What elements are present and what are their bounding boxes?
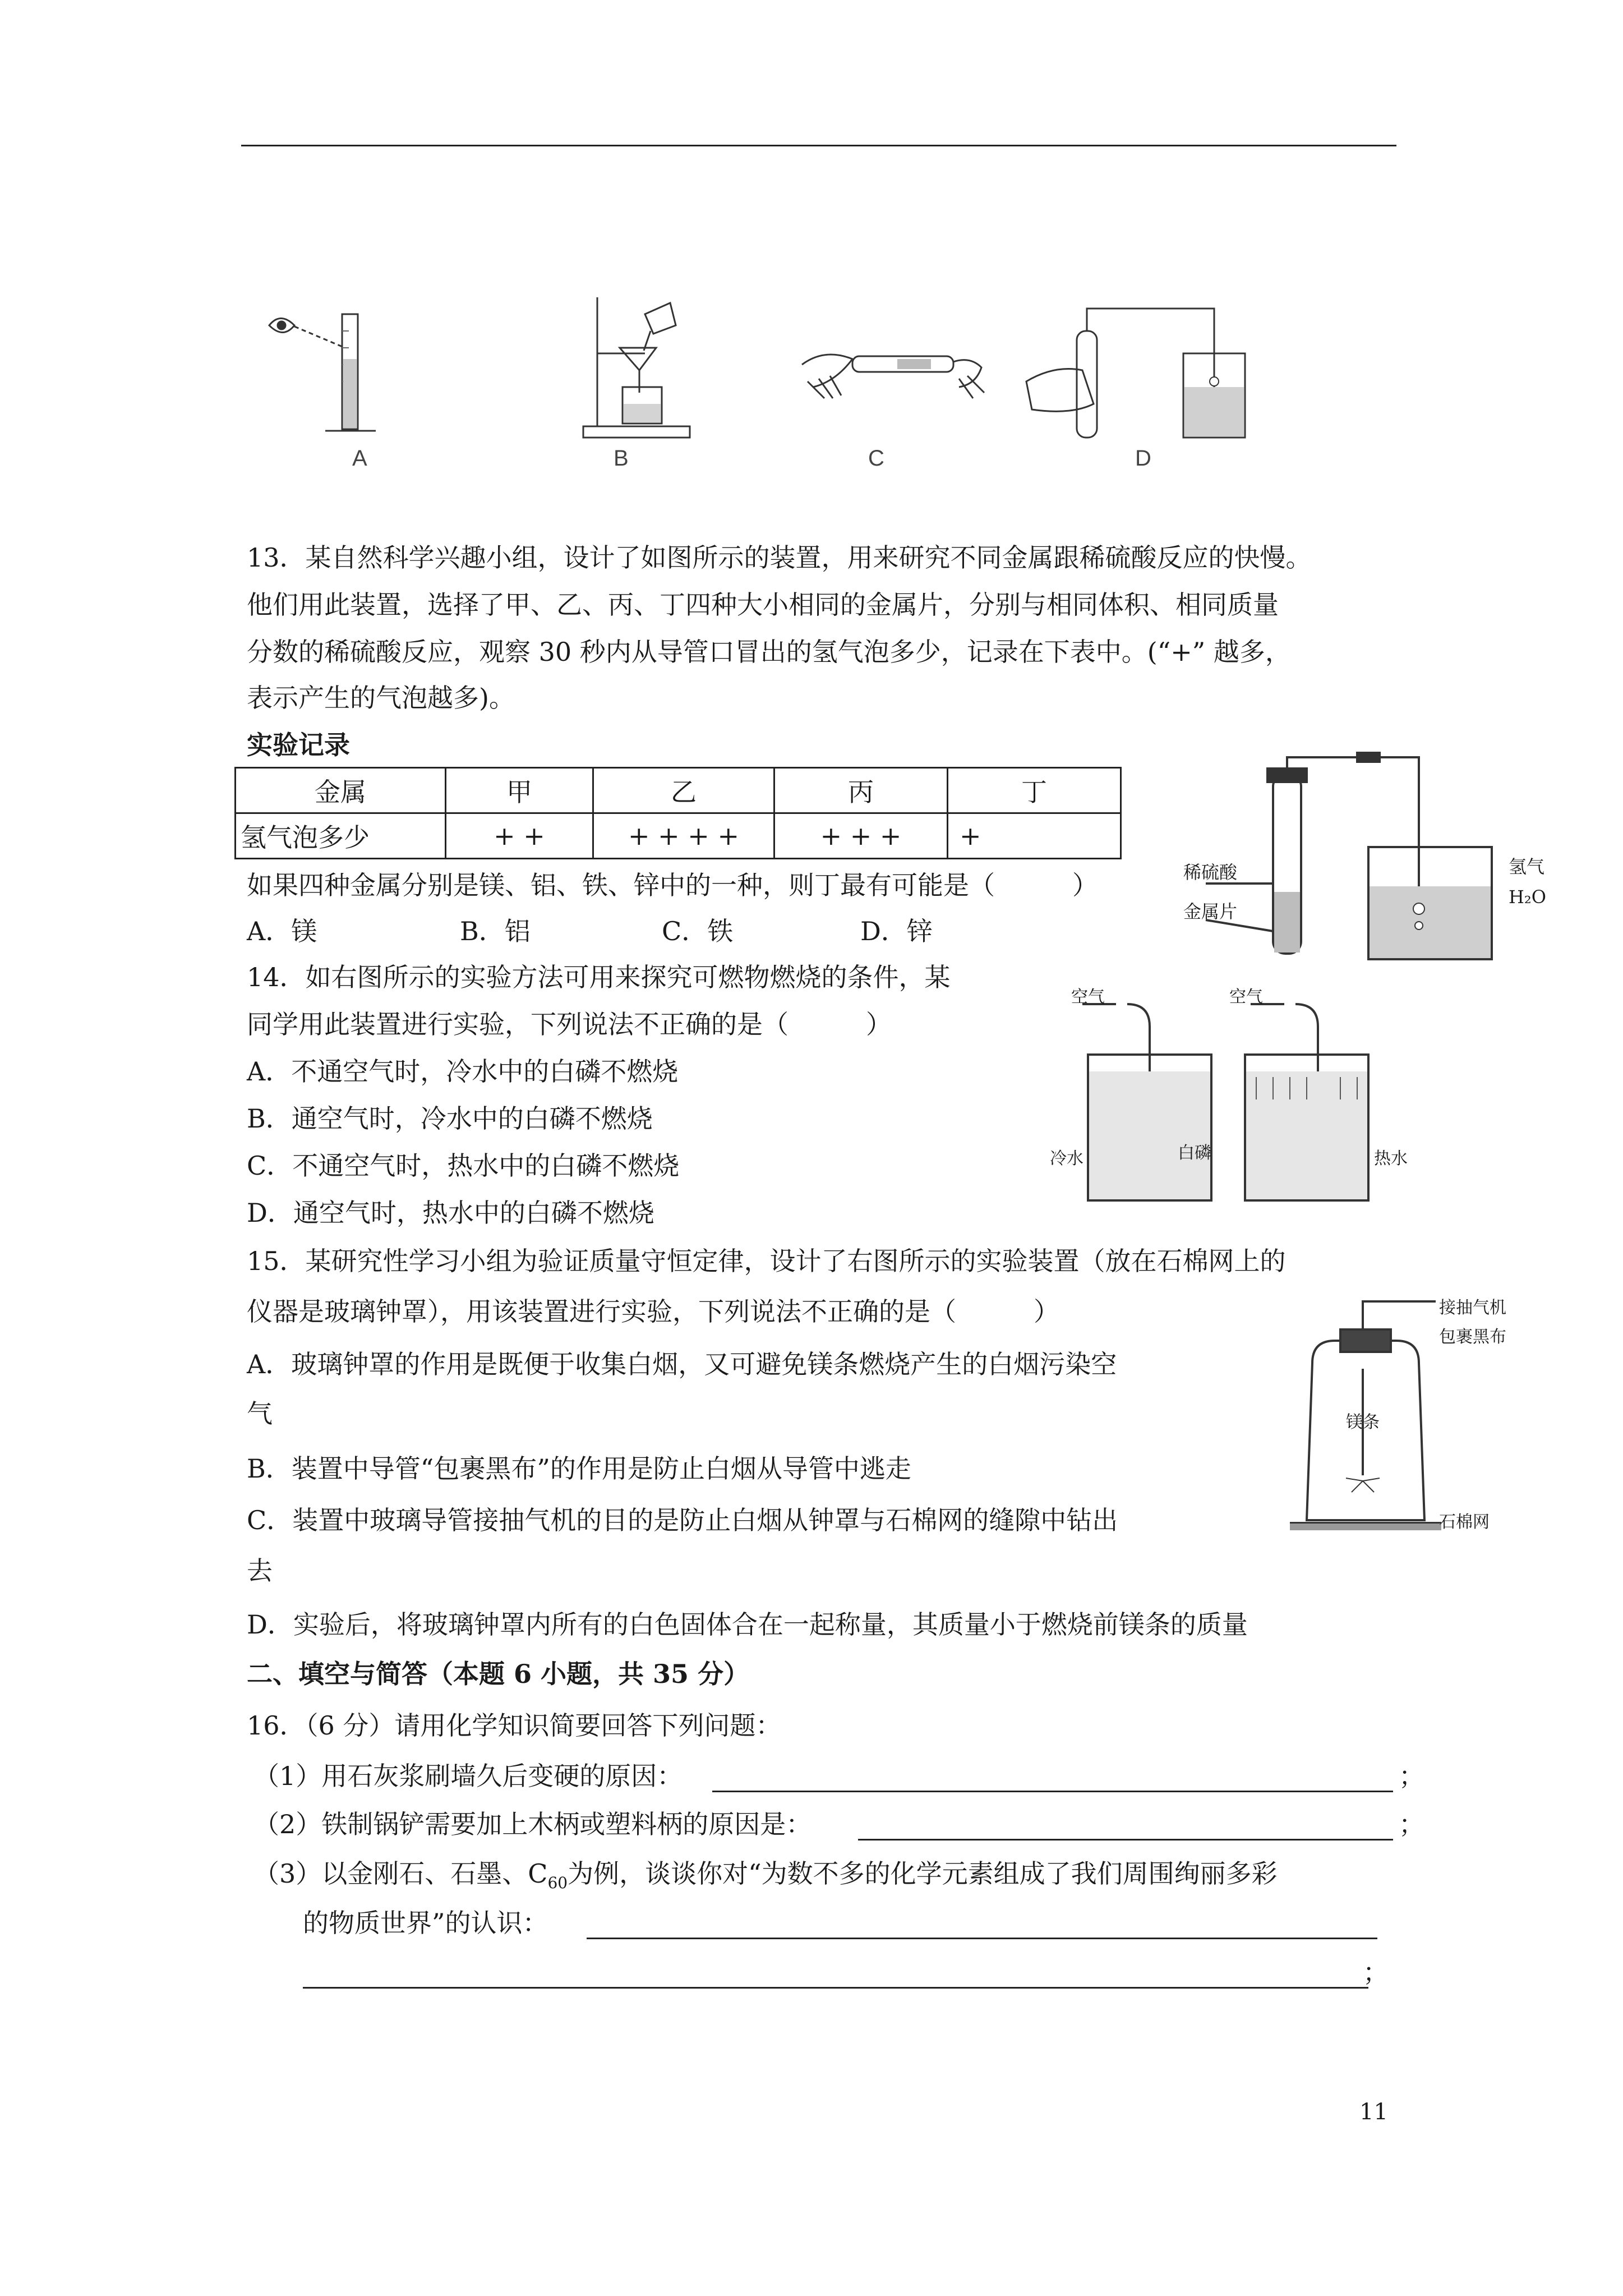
q13-option-d: D．锌 xyxy=(860,916,933,946)
q16-part-3-line-1 xyxy=(253,1857,1278,1900)
q14-option-b: B．通空气时，冷水中的白磷不燃烧 xyxy=(247,1103,653,1134)
table-cell: + + xyxy=(446,813,593,859)
q15-line-1: 15．某研究性学习小组为验证质量守恒定律，设计了右图所示的实验装置（放在石棉网上的 xyxy=(247,1246,1286,1276)
table-cell: 丙 xyxy=(774,768,948,813)
header-rule xyxy=(241,145,1396,146)
q14-line-2: 同学用此装置进行实验，下列说法不正确的是（ ） xyxy=(247,1009,892,1039)
q13-line-3: 分数的稀硫酸反应，观察 30 秒内从导管口冒出的氢气泡多少，记录在下表中。(“+” 越多， xyxy=(247,637,1291,667)
q14-label-hot-water: 热水 xyxy=(1374,1149,1408,1168)
figure-label-a: A xyxy=(352,446,367,471)
q16-answer-blank-1[interactable] xyxy=(712,1791,1393,1792)
q15-option-a-line-2: 气 xyxy=(247,1398,273,1429)
q14-label-white-phosphorus: 白磷 xyxy=(1178,1143,1211,1163)
page-number: 11 xyxy=(1359,2099,1388,2125)
q14-option-c: C．不通空气时，热水中的白磷不燃烧 xyxy=(247,1151,680,1181)
q16-part-1: （1）用石灰浆刷墙久后变硬的原因： xyxy=(253,1761,683,1791)
q14-option-d: D．通空气时，热水中的白磷不燃烧 xyxy=(247,1198,654,1228)
q13-question: 如果四种金属分别是镁、铝、铁、锌中的一种，则丁最有可能是（ ） xyxy=(247,870,1098,900)
q16-semicolon-3: ； xyxy=(1363,1957,1389,1987)
q16-part-3-text-b: 为例，谈谈你对“为数不多的化学元素组成了我们周围绚丽多彩 xyxy=(568,1858,1278,1889)
q16-semicolon-2: ； xyxy=(1399,1809,1424,1839)
q16-answer-blank-2[interactable] xyxy=(858,1839,1393,1841)
q13-line-2: 他们用此装置，选择了甲、乙、丙、丁四种大小相同的金属片，分别与相同体积、相同质量 xyxy=(247,590,1279,620)
q14-line-1: 14．如右图所示的实验方法可用来探究可燃物燃烧的条件，某 xyxy=(247,962,951,992)
section-2-title: 二、填空与简答（本题 6 小题，共 35 分） xyxy=(247,1659,750,1689)
q16-part-3-line-2: 的物质世界”的认识： xyxy=(303,1908,548,1938)
q13-label-water: H₂O xyxy=(1509,886,1546,908)
table-cell: 丁 xyxy=(948,768,1121,813)
figure-label-b: B xyxy=(614,446,629,471)
q15-label-black-cloth: 包裹黑布 xyxy=(1439,1327,1506,1347)
figure-label-c: C xyxy=(868,446,884,471)
table-cell: 甲 xyxy=(446,768,593,813)
q15-option-d: D．实验后，将玻璃钟罩内所有的白色固体合在一起称量，其质量小于燃烧前镁条的质量 xyxy=(247,1609,1248,1640)
q13-label-acid: 稀硫酸 xyxy=(1183,862,1238,883)
table-cell: + + + xyxy=(774,813,948,859)
q16-part-2: （2）铁制锅铲需要加上木柄或塑料柄的原因是： xyxy=(253,1809,812,1839)
q13-label-metal: 金属片 xyxy=(1183,901,1238,922)
q13-record-title: 实验记录 xyxy=(247,730,350,760)
figure-b-filtration xyxy=(578,292,701,443)
q14-option-a: A．不通空气时，冷水中的白磷不燃烧 xyxy=(247,1056,679,1087)
q16-part-3-subscript: 60 xyxy=(547,1874,568,1893)
table-header-row xyxy=(236,768,1121,813)
q13-record-table xyxy=(234,767,1122,859)
q16-answer-blank-3b[interactable] xyxy=(303,1987,1368,1989)
table-cell: 乙 xyxy=(593,768,774,813)
q16-stem: 16．（6 分）请用化学知识简要回答下列问题： xyxy=(247,1710,782,1741)
table-cell: 氢气泡多少 xyxy=(236,813,446,859)
figure-a-graduated-cylinder xyxy=(247,303,404,449)
q15-option-c-line-1: C．装置中玻璃导管接抽气机的目的是防止白烟从钟罩与石棉网的缝隙中钻出 xyxy=(247,1505,1118,1535)
q16-semicolon-1: ； xyxy=(1399,1761,1424,1791)
q15-line-2: 仪器是玻璃钟罩），用该装置进行实验，下列说法不正确的是（ ） xyxy=(247,1296,1059,1327)
figure-d-airtightness-check xyxy=(1021,297,1256,443)
table-cell: + xyxy=(948,813,1121,859)
q16-part-3-text-a: （3）以金刚石、石墨、C xyxy=(253,1858,548,1889)
q15-label-pump: 接抽气机 xyxy=(1439,1298,1506,1318)
table-row xyxy=(236,813,1121,859)
q13-apparatus-figure xyxy=(1189,763,1537,987)
q14-label-cold-water: 冷水 xyxy=(1050,1149,1083,1168)
q15-option-c-line-2: 去 xyxy=(247,1556,273,1586)
table-cell: 金属 xyxy=(236,768,446,813)
q14-label-air-left: 空气 xyxy=(1071,987,1105,1007)
q13-option-b: B．铝 xyxy=(460,916,531,946)
q15-label-asbestos-net: 石棉网 xyxy=(1439,1512,1490,1532)
q15-option-a-line-1: A．玻璃钟罩的作用是既便于收集白烟，又可避免镁条燃烧产生的白烟污染空 xyxy=(247,1349,1117,1379)
figure-label-d: D xyxy=(1135,446,1151,471)
q16-answer-blank-3a[interactable] xyxy=(587,1938,1377,1939)
q14-apparatus-figure xyxy=(1066,987,1391,1245)
q14-label-air-right: 空气 xyxy=(1229,987,1263,1007)
q15-option-b: B．装置中导管“包裹黑布”的作用是防止白烟从导管中逃走 xyxy=(247,1453,911,1484)
q13-option-c: C．铁 xyxy=(662,916,734,946)
q13-option-a: A．镁 xyxy=(247,916,317,946)
q13-line-4: 表示产生的气泡越多)。 xyxy=(247,683,515,713)
figure-c-test-tube-holding xyxy=(791,331,993,415)
q15-label-magnesium: 镁条 xyxy=(1346,1412,1380,1432)
q13-label-hydrogen: 氢气 xyxy=(1509,856,1545,877)
q13-line-1: 13．某自然科学兴趣小组，设计了如图所示的装置，用来研究不同金属跟稀硫酸反应的快慢。 xyxy=(247,542,1312,573)
table-cell: + + + + xyxy=(593,813,774,859)
